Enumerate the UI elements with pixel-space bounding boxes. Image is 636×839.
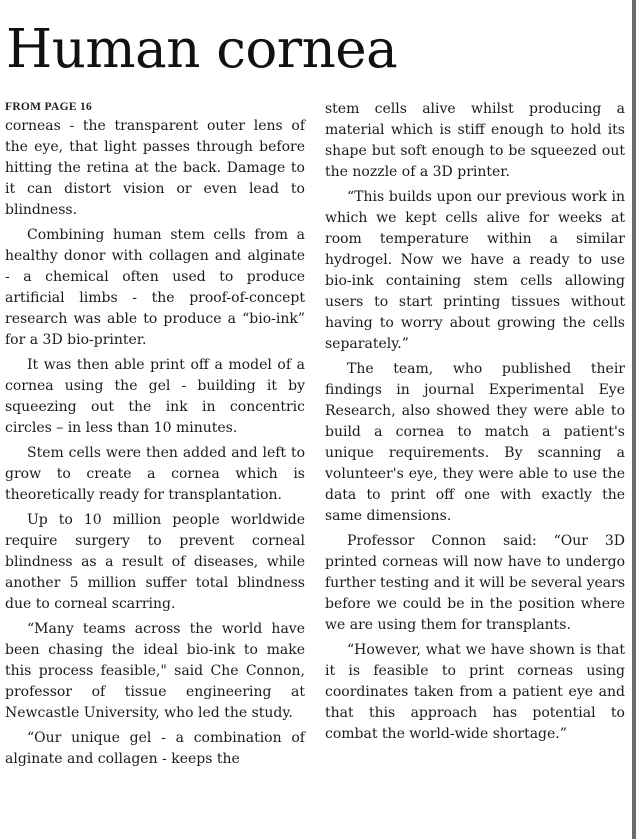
paragraph: “Many teams across the world have been chasing the ideal bio-ink to make this process feasible," said Che Connon, professor of tissue engineering at Newcastle University, who led the study. [5, 621, 305, 721]
paragraph: Professor Connon said: “Our 3D printed corneas will now have to undergo further testing and it will be several years before we could be in the position where we are using them for transplants. [325, 533, 625, 633]
page-edge-divider [632, 0, 636, 839]
paragraph: The team, who published their findings in journal Experimental Eye Research, also showed they were able to build a cornea to match a patient's unique requirements. By scanning a volunteer's eye, they were able to use the data to print off one with exactly the same dimensions. [325, 361, 625, 524]
paragraph: Stem cells were then added and left to grow to create a cornea which is theoretically ready for transplantation. [5, 445, 305, 503]
paragraph: Combining human stem cells from a healthy donor with collagen and alginate - a chemical often used to produce artificial limbs - the proof-of-concept research was able to produce a “bio-ink” for a 3D bio-printer. [5, 227, 305, 348]
paragraph: Up to 10 million people worldwide require surgery to prevent corneal blindness as a result of diseases, while another 5 million suffer total blindness due to corneal scarring. [5, 512, 305, 612]
article-column-left [5, 99, 305, 774]
headline: Human cornea [6, 19, 398, 80]
paragraph: stem cells alive whilst producing a material which is stiff enough to hold its shape but soft enough to be squeezed out the nozzle of a 3D printer. [325, 101, 625, 180]
paragraph: corneas - the transparent outer lens of the eye, that light passes through before hitting the retina at the back. Damage to it can distort vision or even lead to blindness. [5, 118, 305, 218]
paragraph: It was then able print off a model of a cornea using the gel - building it by squeezing out the ink in concentric circles – in less than 10 minutes. [5, 357, 305, 436]
kicker-from-page: FROM PAGE 16 [5, 101, 93, 113]
paragraph: “This builds upon our previous work in which we kept cells alive for weeks at room temperature within a similar hydrogel. Now we have a ready to use bio-ink containing stem cells allowing users to start printing tissues without having to worry about growing the cells separately.” [325, 189, 625, 352]
paragraph: “However, what we have shown is that it is feasible to print corneas using coordinates taken from a patient eye and that this approach has potential to combat the world-wide shortage.” [325, 642, 625, 742]
article-column-right [325, 99, 625, 749]
paragraph: “Our unique gel - a combination of alginate and collagen - keeps the [5, 730, 305, 767]
